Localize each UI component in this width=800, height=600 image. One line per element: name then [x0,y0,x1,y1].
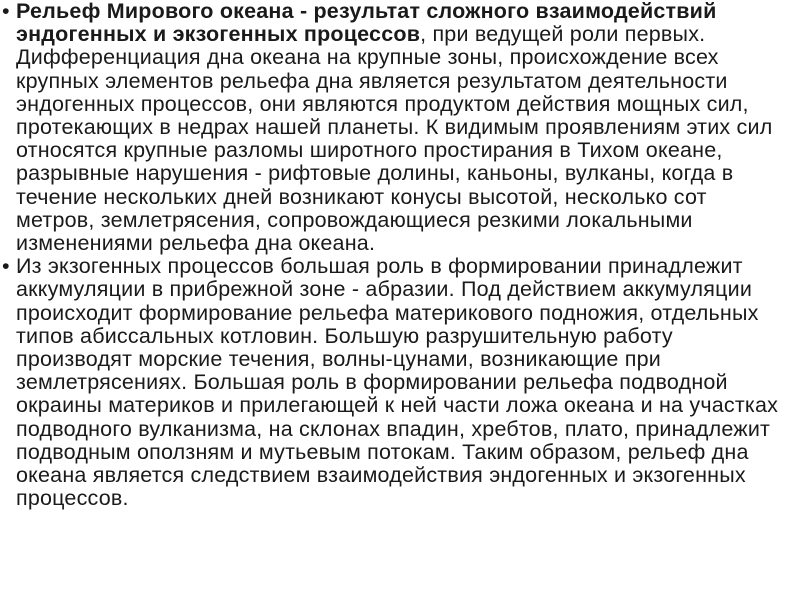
paragraph-lead: Рельеф Мирового океана - результат сложного взаимодействий эндогенных и экзогенных процессов [16,0,717,47]
bullet-list [2,0,782,510]
paragraph-text: , при ведущей роли первых. Дифференциация дна океана на крупные зоны, происхождение всех крупных элементов рельефа дна является результатом деятельности эндогенных процессов, они являются продуктом действия мощных сил, протекающих в недрах нашей планеты. К видимым проявлениям этих сил относятся крупные разломы широтного простирания в Тихом океане, разрывные нарушения - рифтовые долины, каньоны, вулканы, когда в течение нескольких дней возникают конусы высотой, несколько сот метров, землетрясения, сопровождающиеся резкими локальными изменениями рельефа дна океана. [16,22,773,256]
paragraph-text: Из экзогенных процессов большая роль в формировании принадлежит аккумуляции в прибрежной зоне - абразии. Под действием аккумуляции происходит формирование рельефа материкового подножия, отдельных типов абиссальных котловин. Большую разрушительную работу производят морские течения, волны-цунами, возникающие при землетрясениях. Большая роль в формировании рельефа подводной окраины материков и прилегающей к ней части ложа океана и на участках подводного вулканизма, на склонах впадин, хребтов, плато, принадлежит подводным оползням и мутьевым потокам. Таким образом, рельеф дна океана является следствием взаимодействия эндогенных и экзогенных процессов. [16,254,779,511]
bullet-marker: • [2,254,10,279]
bullet-marker: • [2,0,10,23]
bullet-item-endogenous [2,0,782,255]
bullet-item-exogenous [2,255,782,510]
